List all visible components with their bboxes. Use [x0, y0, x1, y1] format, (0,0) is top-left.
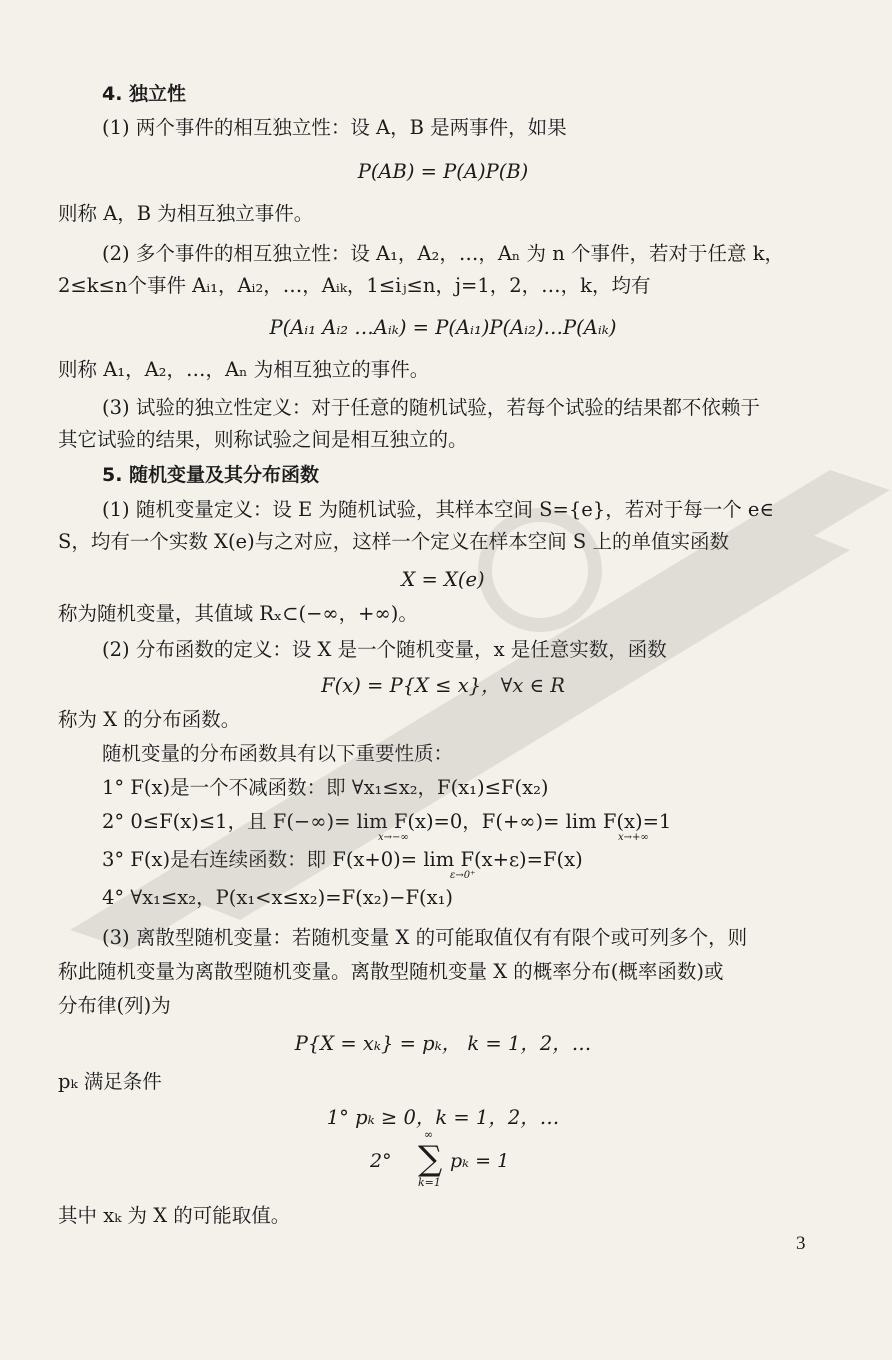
text-line: (1) 两个事件的相互独立性：设 A，B 是两事件，如果: [102, 116, 567, 139]
text-line: (1) 随机变量定义：设 E 为随机试验，其样本空间 S={e}，若对于每一个 e∈: [102, 498, 774, 521]
text-line: pₖ 满足条件: [58, 1070, 162, 1093]
property-label: 2°: [370, 1150, 392, 1172]
section-heading: 5. 随机变量及其分布函数: [102, 464, 320, 486]
sum-formula: [370, 1128, 510, 1204]
limit-subscript: x→−∞: [378, 832, 409, 843]
text-line: 称此随机变量为离散型随机变量。离散型随机变量 X 的概率分布(概率函数)或: [58, 960, 724, 983]
text-line: 则称 A₁，A₂，…，Aₙ 为相互独立的事件。: [58, 358, 430, 381]
formula-line: F(x) = P{X ≤ x}，∀x ∈ R: [321, 674, 565, 697]
text-line: 称为随机变量，其值域 Rₓ⊂(−∞，+∞)。: [58, 602, 418, 625]
sum-lower-limit: k=1: [418, 1176, 441, 1189]
text-line: 随机变量的分布函数具有以下重要性质：: [102, 742, 454, 765]
limit-subscript: ε→0⁺: [450, 870, 476, 881]
section-heading: 4. 独立性: [102, 83, 187, 105]
text-line: (3) 试验的独立性定义：对于任意的随机试验，若每个试验的结果都不依赖于: [102, 396, 760, 419]
text-line: 1° F(x)是一个不减函数：即 ∀x₁≤x₂，F(x₁)≤F(x₂): [102, 776, 549, 799]
text-line: 其它试验的结果，则称试验之间是相互独立的。: [58, 428, 468, 451]
text-line: 4° ∀x₁≤x₂，P(x₁<x≤x₂)=F(x₂)−F(x₁): [102, 886, 454, 909]
text-line: 则称 A，B 为相互独立事件。: [58, 202, 314, 225]
formula-line: X = X(e): [401, 568, 485, 591]
text-line: (2) 多个事件的相互独立性：设 A₁，A₂，…，Aₙ 为 n 个事件，若对于任意 k，: [102, 242, 785, 265]
text-line: S，均有一个实数 X(e)与之对应，这样一个定义在样本空间 S 上的单值实函数: [58, 530, 729, 553]
page-number: 3: [796, 1233, 806, 1254]
text-line: 2° 0≤F(x)≤1，且 F(−∞)= lim F(x)=0，F(+∞)= lim F(x)=1: [102, 810, 672, 833]
sum-upper-limit: ∞: [424, 1128, 434, 1141]
formula-line: P{X = xₖ} = pₖ， k = 1，2，…: [294, 1032, 592, 1055]
sum-body: pₖ = 1: [450, 1150, 510, 1172]
sigma-symbol: ∑: [418, 1139, 443, 1179]
text-line: 分布律(列)为: [58, 994, 171, 1017]
text-line: 称为 X 的分布函数。: [58, 708, 241, 731]
formula-line: P(Aᵢ₁ Aᵢ₂ …Aᵢₖ) = P(Aᵢ₁)P(Aᵢ₂)…P(Aᵢₖ): [269, 316, 617, 339]
text-line: 3° F(x)是右连续函数：即 F(x+0)= lim F(x+ε)=F(x): [102, 848, 583, 871]
limit-subscript: x→+∞: [618, 832, 649, 843]
text-line: (3) 离散型随机变量：若随机变量 X 的可能取值仅有有限个或可列多个，则: [102, 926, 748, 949]
text-line: (2) 分布函数的定义：设 X 是一个随机变量，x 是任意实数，函数: [102, 638, 667, 661]
text-line: 其中 xₖ 为 X 的可能取值。: [58, 1204, 291, 1227]
text-line: 2≤k≤n个事件 Aᵢ₁，Aᵢ₂，…，Aᵢₖ，1≤iⱼ≤n，j=1，2，…，k，均有: [58, 274, 651, 297]
formula-line: P(AB) = P(A)P(B): [357, 160, 529, 183]
formula-line: 1° pₖ ≥ 0，k = 1，2，…: [326, 1106, 560, 1129]
